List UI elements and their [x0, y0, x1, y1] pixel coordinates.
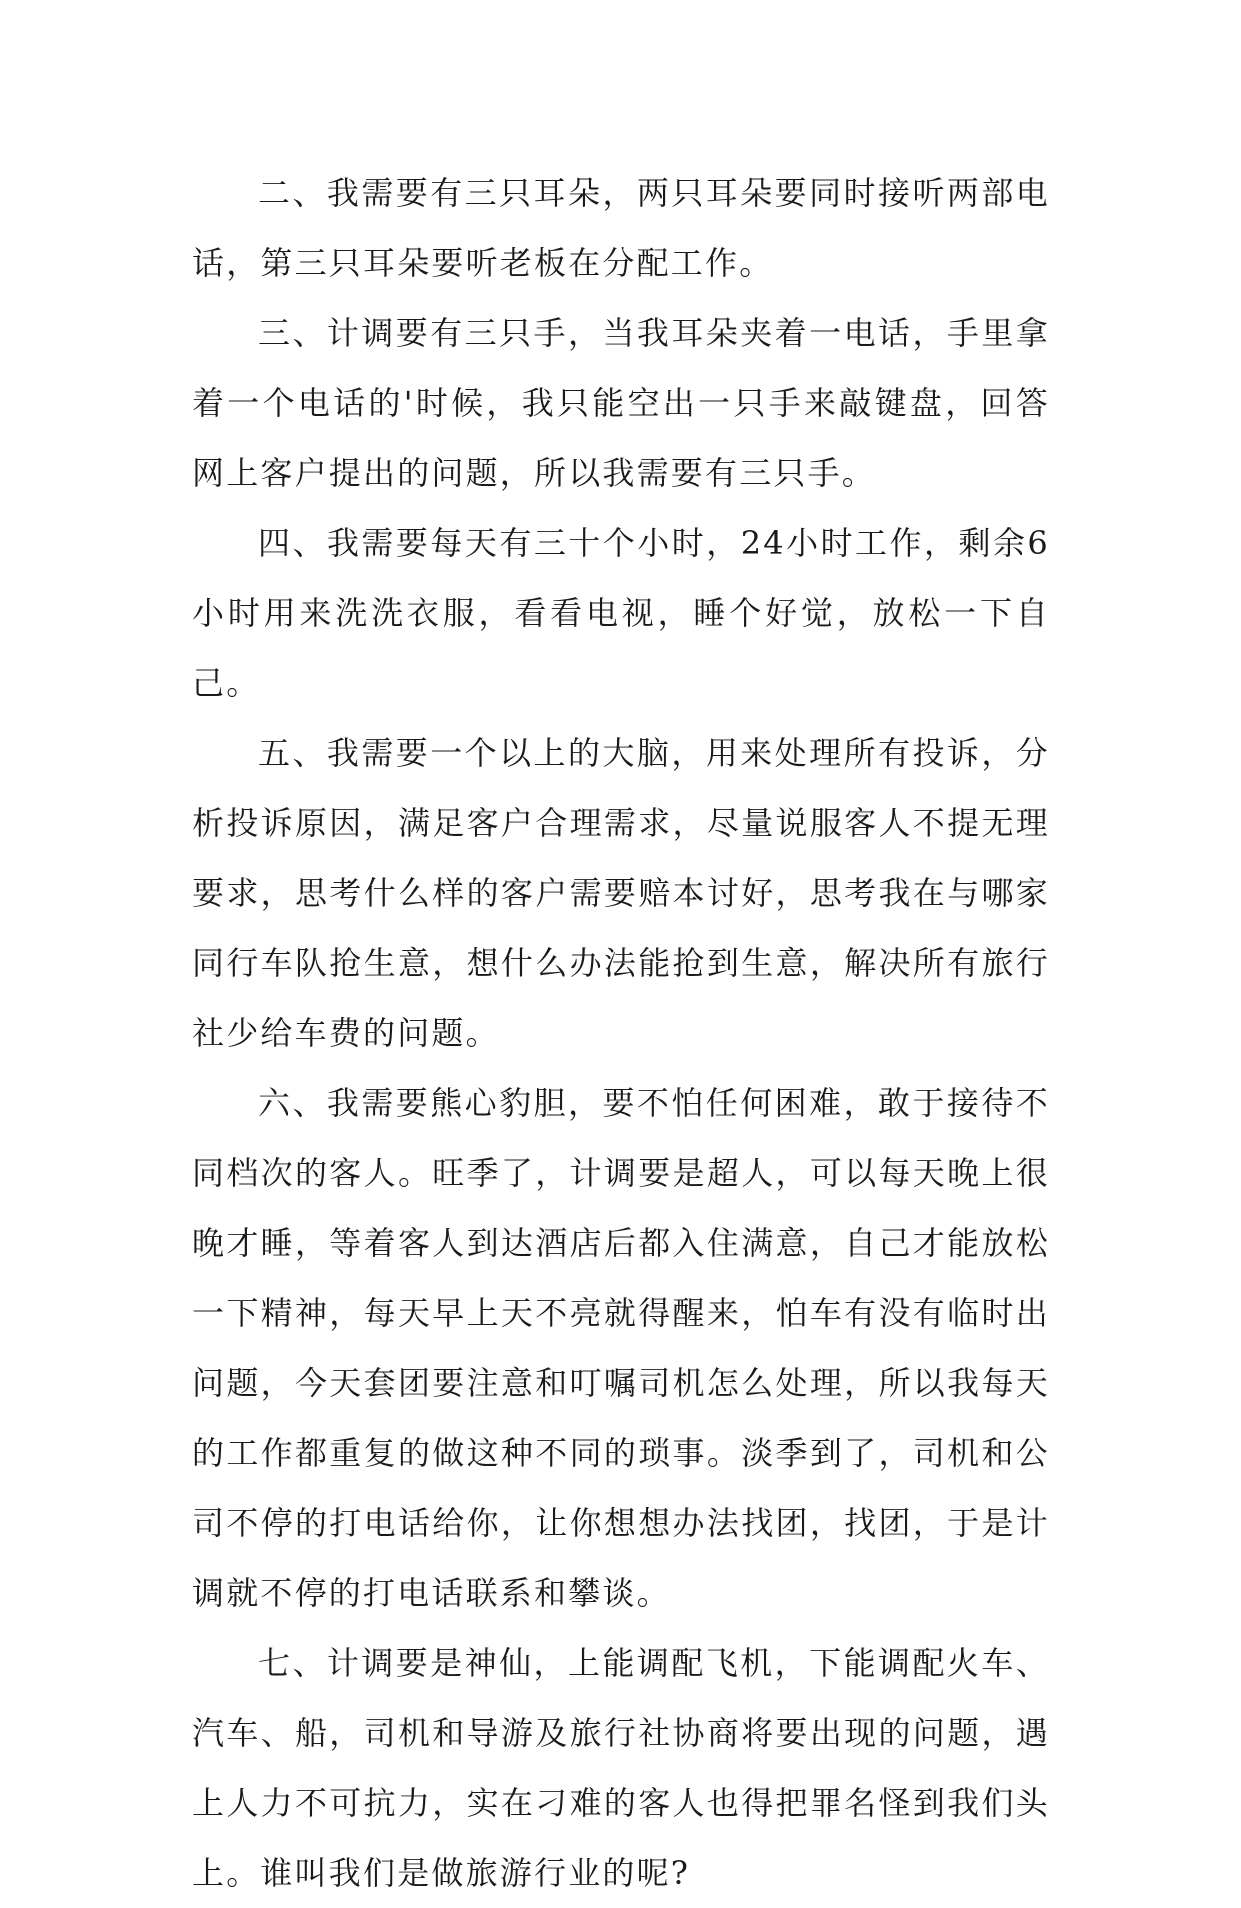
- paragraph-courage: 六、我需要熊心豹胆，要不怕任何困难，敢于接待不同档次的客人。旺季了，计调要是超人，可以每天晚上很晚才睡，等着客人到达酒店后都入住满意，自己才能放松一下精神，每天早上天不亮就得醒来，怕车有没有临时出问题，今天套团要注意和叮嘱司机怎么处理，所以我每天的工作都重复的做这种不同的琐事。淡季到了，司机和公司不停的打电话给你，让你想想办法找团，找团，于是计调就不停的打电话联系和攀谈。: [192, 1084, 1050, 1612]
- paragraph-brain: 五、我需要一个以上的大脑，用来处理所有投诉，分析投诉原因，满足客户合理需求，尽量说服客人不提无理要求，思考什么样的客户需要赔本讨好，思考我在与哪家同行车队抢生意，想什么办法能抢到生意，解决所有旅行社少给车费的问题。: [192, 734, 1050, 1052]
- paragraph-ears: 二、我需要有三只耳朵，两只耳朵要同时接听两部电话，第三只耳朵要听老板在分配工作。: [192, 174, 1050, 282]
- paragraph-hours: 四、我需要每天有三十个小时，24小时工作，剩余6小时用来洗洗衣服，看看电视，睡个好觉，放松一下自己。: [192, 524, 1050, 702]
- document-body: [192, 158, 1050, 1908]
- paragraph-immortal: 七、计调要是神仙，上能调配飞机，下能调配火车、汽车、船，司机和导游及旅行社协商将要出现的问题，遇上人力不可抗力，实在刁难的客人也得把罪名怪到我们头上。谁叫我们是做旅游行业的呢?: [192, 1644, 1050, 1892]
- paragraph-hands: 三、计调要有三只手，当我耳朵夹着一电话，手里拿着一个电话的'时候，我只能空出一只手来敲键盘，回答网上客户提出的问题，所以我需要有三只手。: [192, 314, 1050, 492]
